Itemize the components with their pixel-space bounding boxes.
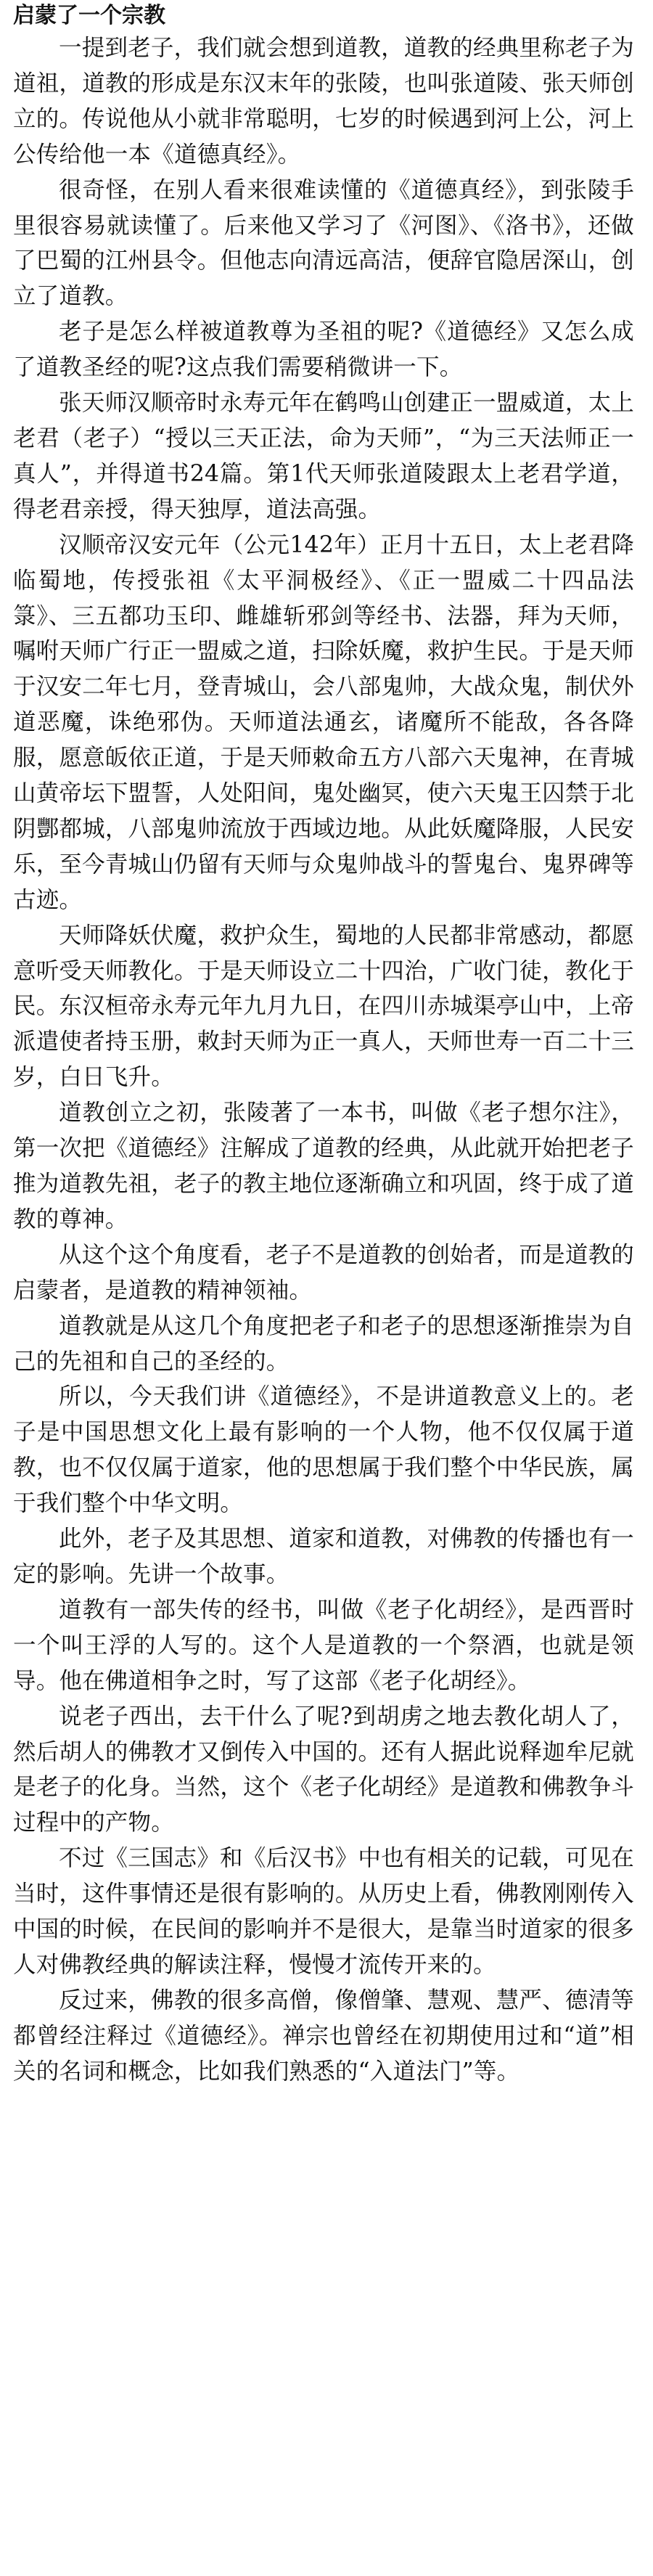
paragraph: 天师降妖伏魔，救护众生，蜀地的人民都非常感动，都愿意听受天师教化。于是天师设立二十四治，广收门徒，教化于民。东汉桓帝永寿元年九月九日，在四川赤城渠亭山中，上帝派遣使者持玉册，敕封天师为正一真人，天师世寿一百二十三岁，白日飞升。: [13, 922, 634, 1091]
paragraph: 道教有一部失传的经书，叫做《老子化胡经》，是西晋时一个叫王浮的人写的。这个人是道教的一个祭酒，也就是领导。他在佛道相争之时，写了这部《老子化胡经》。: [13, 1596, 634, 1694]
article-title: 启蒙了一个宗教: [13, 3, 165, 28]
paragraph: 不过《三国志》和《后汉书》中也有相关的记载，可见在当时，这件事情还是很有影响的。从历史上看，佛教刚刚传入中国的时候，在民间的影响并不是很大，是靠当时道家的很多人对佛教经典的解读注释，慢慢才流传开来的。: [13, 1845, 634, 1978]
paragraph: 道教就是从这几个角度把老子和老子的思想逐渐推崇为自己的先祖和自己的圣经的。: [13, 1312, 634, 1375]
paragraph: 老子是怎么样被道教尊为圣祖的呢?《道德经》又怎么成了道教圣经的呢?这点我们需要稍微讲一下。: [13, 319, 635, 381]
paragraph: 汉顺帝汉安元年（公元142年）正月十五日，太上老君降临蜀地，传授张祖《太平洞极经》、《正一盟威二十四品法箓》、三五都功玉印、雌雄斩邪剑等经书、法器，拜为天师，嘱咐天师广行正一盟威之道，扫除妖魔，救护生民。于是天师于汉安二年七月，登青城山，会八部鬼帅，大战众鬼，制伏外道恶魔，诛绝邪伪。天师道法通玄，诸魔所不能敌，各各降服，愿意皈依正道，于是天师敕命五方八部六天鬼神，在青城山黄帝坛下盟誓，人处阳间，鬼处幽冥，使六天鬼王囚禁于北阴酆都城，八部鬼帅流放于西域边地。从此妖魔降服，人民安乐，至今青城山仍留有天师与众鬼帅战斗的誓鬼台、鬼界碑等古迹。: [13, 531, 634, 913]
paragraph: 道教创立之初，张陵著了一本书，叫做《老子想尔注》，第一次把《道德经》注解成了道教的经典，从此就开始把老子推为道教先祖，老子的教主地位逐渐确立和巩固，终于成了道教的尊神。: [13, 1100, 634, 1232]
paragraph: 张天师汉顺帝时永寿元年在鹤鸣山创建正一盟威道，太上老君（老子）“授以三天正法，命为天师”，“为三天法师正一真人”，并得道书24篇。第1代天师张道陵跟太上老君学道，得老君亲授，得天独厚，道法高强。: [13, 390, 634, 523]
paragraph: 说老子西出，去干什么了呢?到胡虏之地去教化胡人了，然后胡人的佛教才又倒传入中国的。还有人据此说释迦牟尼就是老子的化身。当然，这个《老子化胡经》是道教和佛教争斗过程中的产物。: [13, 1703, 634, 1836]
paragraph: 一提到老子，我们就会想到道教，道教的经典里称老子为道祖，道教的形成是东汉末年的张陵，也叫张道陵、张天师创立的。传说他从小就非常聪明，七岁的时候遇到河上公，河上公传给他一本《道德真经》。: [13, 35, 634, 168]
paragraph: 从这个这个角度看，老子不是道教的创始者，而是道教的启蒙者，是道教的精神领袖。: [13, 1241, 634, 1304]
paragraph: 很奇怪，在别人看来很难读懂的《道德真经》，到张陵手里很容易就读懂了。后来他又学习了《河图》、《洛书》，还做了巴蜀的江州县令。但他志向清远高洁，便辞官隐居深山，创立了道教。: [13, 176, 634, 310]
paragraph: 此外，老子及其思想、道家和道教，对佛教的传播也有一定的影响。先讲一个故事。: [13, 1526, 634, 1587]
paragraph: 反过来，佛教的很多高僧，像僧肇、慧观、慧严、德清等都曾经注释过《道德经》。禅宗也曾经在初期使用过和“道”相关的名词和概念，比如我们熟悉的“入道法门”等。: [13, 1987, 634, 2085]
paragraph: 所以，今天我们讲《道德经》，不是讲道教意义上的。老子是中国思想文化上最有影响的一个人物，他不仅仅属于道教，也不仅仅属于道家，他的思想属于我们整个中华民族，属于我们整个中华文明。: [13, 1383, 634, 1517]
